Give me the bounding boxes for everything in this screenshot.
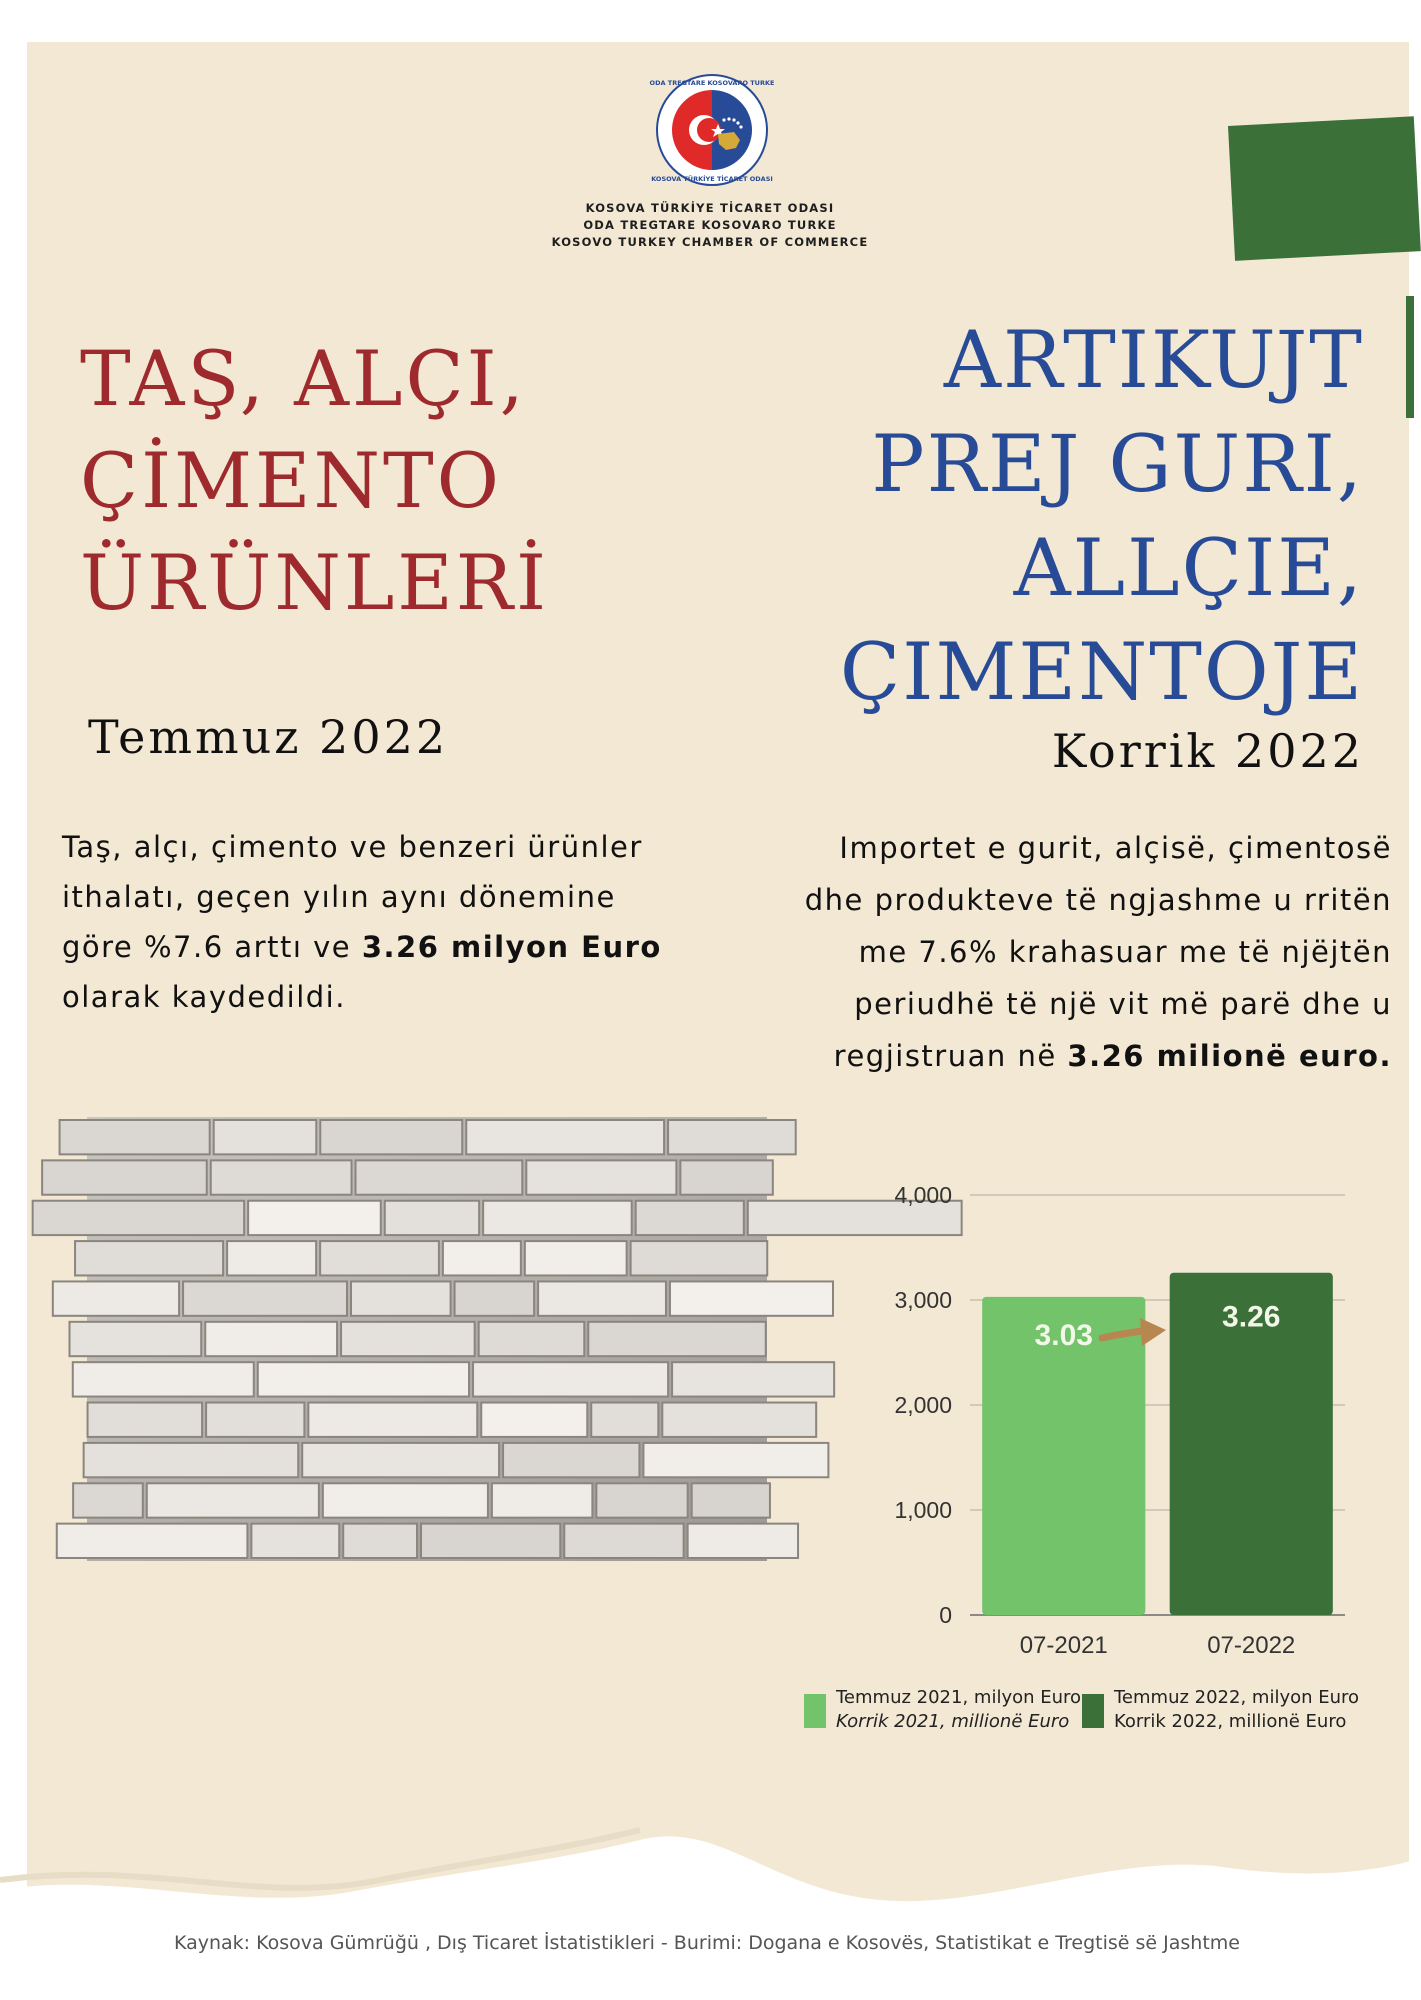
legend-line: Temmuz 2021, milyon Euro (836, 1687, 1082, 1708)
stone-brick (670, 1281, 833, 1315)
stone-brick (526, 1160, 676, 1194)
para-line: periudhë të një vit më parë dhe u (854, 987, 1392, 1021)
stone-brick (341, 1322, 475, 1356)
stone-brick (692, 1483, 770, 1517)
para-line (62, 922, 742, 972)
stone-brick (214, 1120, 317, 1154)
y-tick-label: 0 (939, 1602, 952, 1628)
y-tick-label: 4,000 (894, 1182, 952, 1208)
org-name-en: KOSOVO TURKEY CHAMBER OF COMMERCE (551, 235, 869, 249)
description-albanian (712, 822, 1392, 1082)
stone-brick (33, 1201, 244, 1235)
x-tick-label: 07-2021 (1019, 1632, 1108, 1659)
stone-brick (302, 1443, 499, 1477)
stone-brick (320, 1241, 439, 1275)
stone-brick (591, 1403, 658, 1437)
stone-brick (308, 1403, 477, 1437)
stone-brick (479, 1322, 585, 1356)
stone-brick (483, 1201, 632, 1235)
title-tr-line: TAŞ, ALÇI, (80, 334, 527, 423)
stone-brick (73, 1362, 254, 1396)
legend-line: Korrik 2022, millionë Euro (1114, 1711, 1347, 1732)
growth-arrow-head (1140, 1318, 1166, 1346)
stone-brick (73, 1483, 143, 1517)
stone-brick (88, 1403, 203, 1437)
stone-brick (227, 1241, 316, 1275)
para-text: göre %7.6 arttı ve (62, 930, 362, 964)
stone-brick (351, 1281, 451, 1315)
decorative-green-block (1228, 116, 1421, 261)
legend-label (836, 1686, 1081, 1734)
stone-brick (248, 1201, 381, 1235)
legend-item-2021 (804, 1686, 1082, 1732)
svg-text:ODA TREGTARE KOSOVARO TURKE: ODA TREGTARE KOSOVARO TURKE (649, 79, 775, 87)
org-name-sq: ODA TREGTARE KOSOVARO TURKE (583, 218, 837, 232)
stone-brick (668, 1120, 796, 1154)
stone-brick (320, 1120, 462, 1154)
title-sq-line: PREJ GURI, (871, 418, 1364, 510)
stone-brick (688, 1524, 798, 1558)
stone-brick (323, 1483, 488, 1517)
para-line: ithalatı, geçen yılın aynı dönemine (62, 880, 616, 914)
stone-wall-image (87, 1117, 767, 1561)
y-tick-label: 2,000 (894, 1392, 952, 1418)
para-line: Taş, alçı, çimento ve benzeri ürünler (62, 830, 643, 864)
highlight-value: 3.26 milionë euro. (1067, 1039, 1392, 1073)
stone-brick (455, 1281, 535, 1315)
paper-edge-decoration (0, 1740, 1414, 2000)
decorative-green-edge (1406, 296, 1414, 418)
source-footer: Kaynak: Kosova Gümrüğü , Dış Ticaret İstatistikleri - Burimi: Dogana e Kosovës, Statistikat e Tregtisë së Jashtme (173, 1932, 1241, 1954)
stone-brick (564, 1524, 683, 1558)
title-albanian (604, 308, 1364, 724)
title-tr-line: ÜRÜNLERİ (80, 538, 550, 627)
legend-line: Korrik 2021, millionë Euro (836, 1711, 1070, 1732)
para-line: olarak kaydedildi. (62, 980, 346, 1014)
stone-brick (672, 1362, 834, 1396)
stone-brick (525, 1241, 627, 1275)
stone-brick (258, 1362, 469, 1396)
data-label: 3.26 (1222, 1300, 1281, 1334)
title-turkish (80, 328, 640, 634)
stone-brick (466, 1120, 664, 1154)
import-bar-chart (840, 1160, 1360, 1760)
date-albanian: Korrik 2022 (1051, 724, 1364, 778)
para-line: me 7.6% krahasuar me të njëjtën (858, 935, 1392, 969)
y-tick-label: 1,000 (894, 1497, 952, 1523)
stone-brick (588, 1322, 765, 1356)
legend-swatch (1082, 1694, 1104, 1728)
stone-brick (481, 1403, 587, 1437)
stone-brick (421, 1524, 560, 1558)
stone-brick (443, 1241, 521, 1275)
legend-line: Temmuz 2022, milyon Euro (1114, 1687, 1360, 1708)
date-turkish: Temmuz 2022 (88, 710, 449, 764)
chamber-logo (649, 74, 775, 186)
stone-brick (473, 1362, 668, 1396)
stone-brick (147, 1483, 319, 1517)
stone-brick (53, 1281, 179, 1315)
stone-brick (636, 1201, 744, 1235)
stone-brick (662, 1403, 816, 1437)
stone-brick (385, 1201, 479, 1235)
title-sq-line: ARTIKUJT (943, 314, 1364, 406)
org-name-tr: KOSOVA TÜRKİYE TİCARET ODASI (585, 201, 835, 215)
organization-name (440, 200, 980, 251)
stone-brick (596, 1483, 687, 1517)
para-line (712, 1030, 1392, 1082)
stone-brick (183, 1281, 347, 1315)
stone-brick (631, 1241, 768, 1275)
y-tick-label: 3,000 (894, 1287, 952, 1313)
para-line: dhe produkteve të ngjashme u rritën (804, 883, 1392, 917)
stone-brick (356, 1160, 523, 1194)
legend-label (1114, 1686, 1359, 1734)
para-line: Importet e gurit, alçisë, çimentosë (839, 831, 1392, 865)
title-sq-line: ALLÇIE, (1013, 522, 1364, 614)
title-sq-line: ÇIMENTOJE (839, 626, 1364, 718)
stone-brick (680, 1160, 772, 1194)
stone-brick (205, 1322, 337, 1356)
stone-brick (75, 1241, 223, 1275)
legend-item-2022 (1082, 1686, 1360, 1732)
description-turkish (62, 822, 742, 1022)
stone-brick (60, 1120, 210, 1154)
stone-brick (57, 1524, 248, 1558)
title-tr-line: ÇİMENTO (80, 436, 502, 525)
stone-brick (206, 1403, 304, 1437)
data-label: 3.03 (1034, 1318, 1093, 1352)
svg-text:KOSOVA TÜRKİYE TİCARET ODASI: KOSOVA TÜRKİYE TİCARET ODASI (651, 175, 773, 183)
highlight-value: 3.26 milyon Euro (361, 930, 662, 964)
stone-brick (251, 1524, 339, 1558)
stone-brick (70, 1322, 202, 1356)
stone-brick (42, 1160, 207, 1194)
x-tick-label: 07-2022 (1207, 1632, 1296, 1659)
stone-brick (211, 1160, 352, 1194)
stone-brick (503, 1443, 639, 1477)
stone-brick (492, 1483, 592, 1517)
legend-swatch (804, 1694, 826, 1728)
stone-brick (538, 1281, 666, 1315)
stone-brick (643, 1443, 828, 1477)
stone-brick (84, 1443, 299, 1477)
stone-brick (343, 1524, 417, 1558)
para-text: regjistruan në (833, 1039, 1068, 1073)
